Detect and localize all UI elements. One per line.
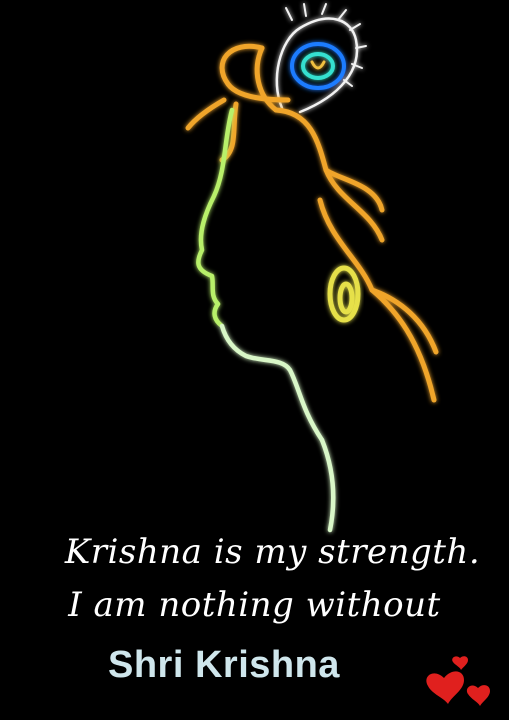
quote-line-2: I am nothing without <box>68 585 441 625</box>
earring-outline <box>330 268 358 320</box>
hearts-icon <box>420 650 509 720</box>
quote-line-1: Krishna is my strength. <box>64 532 481 572</box>
quote-name: Shri Krishna <box>108 644 340 686</box>
face-profile-outline <box>198 110 333 530</box>
peacock-feather-icon <box>277 4 366 112</box>
hair-outline <box>188 46 436 400</box>
